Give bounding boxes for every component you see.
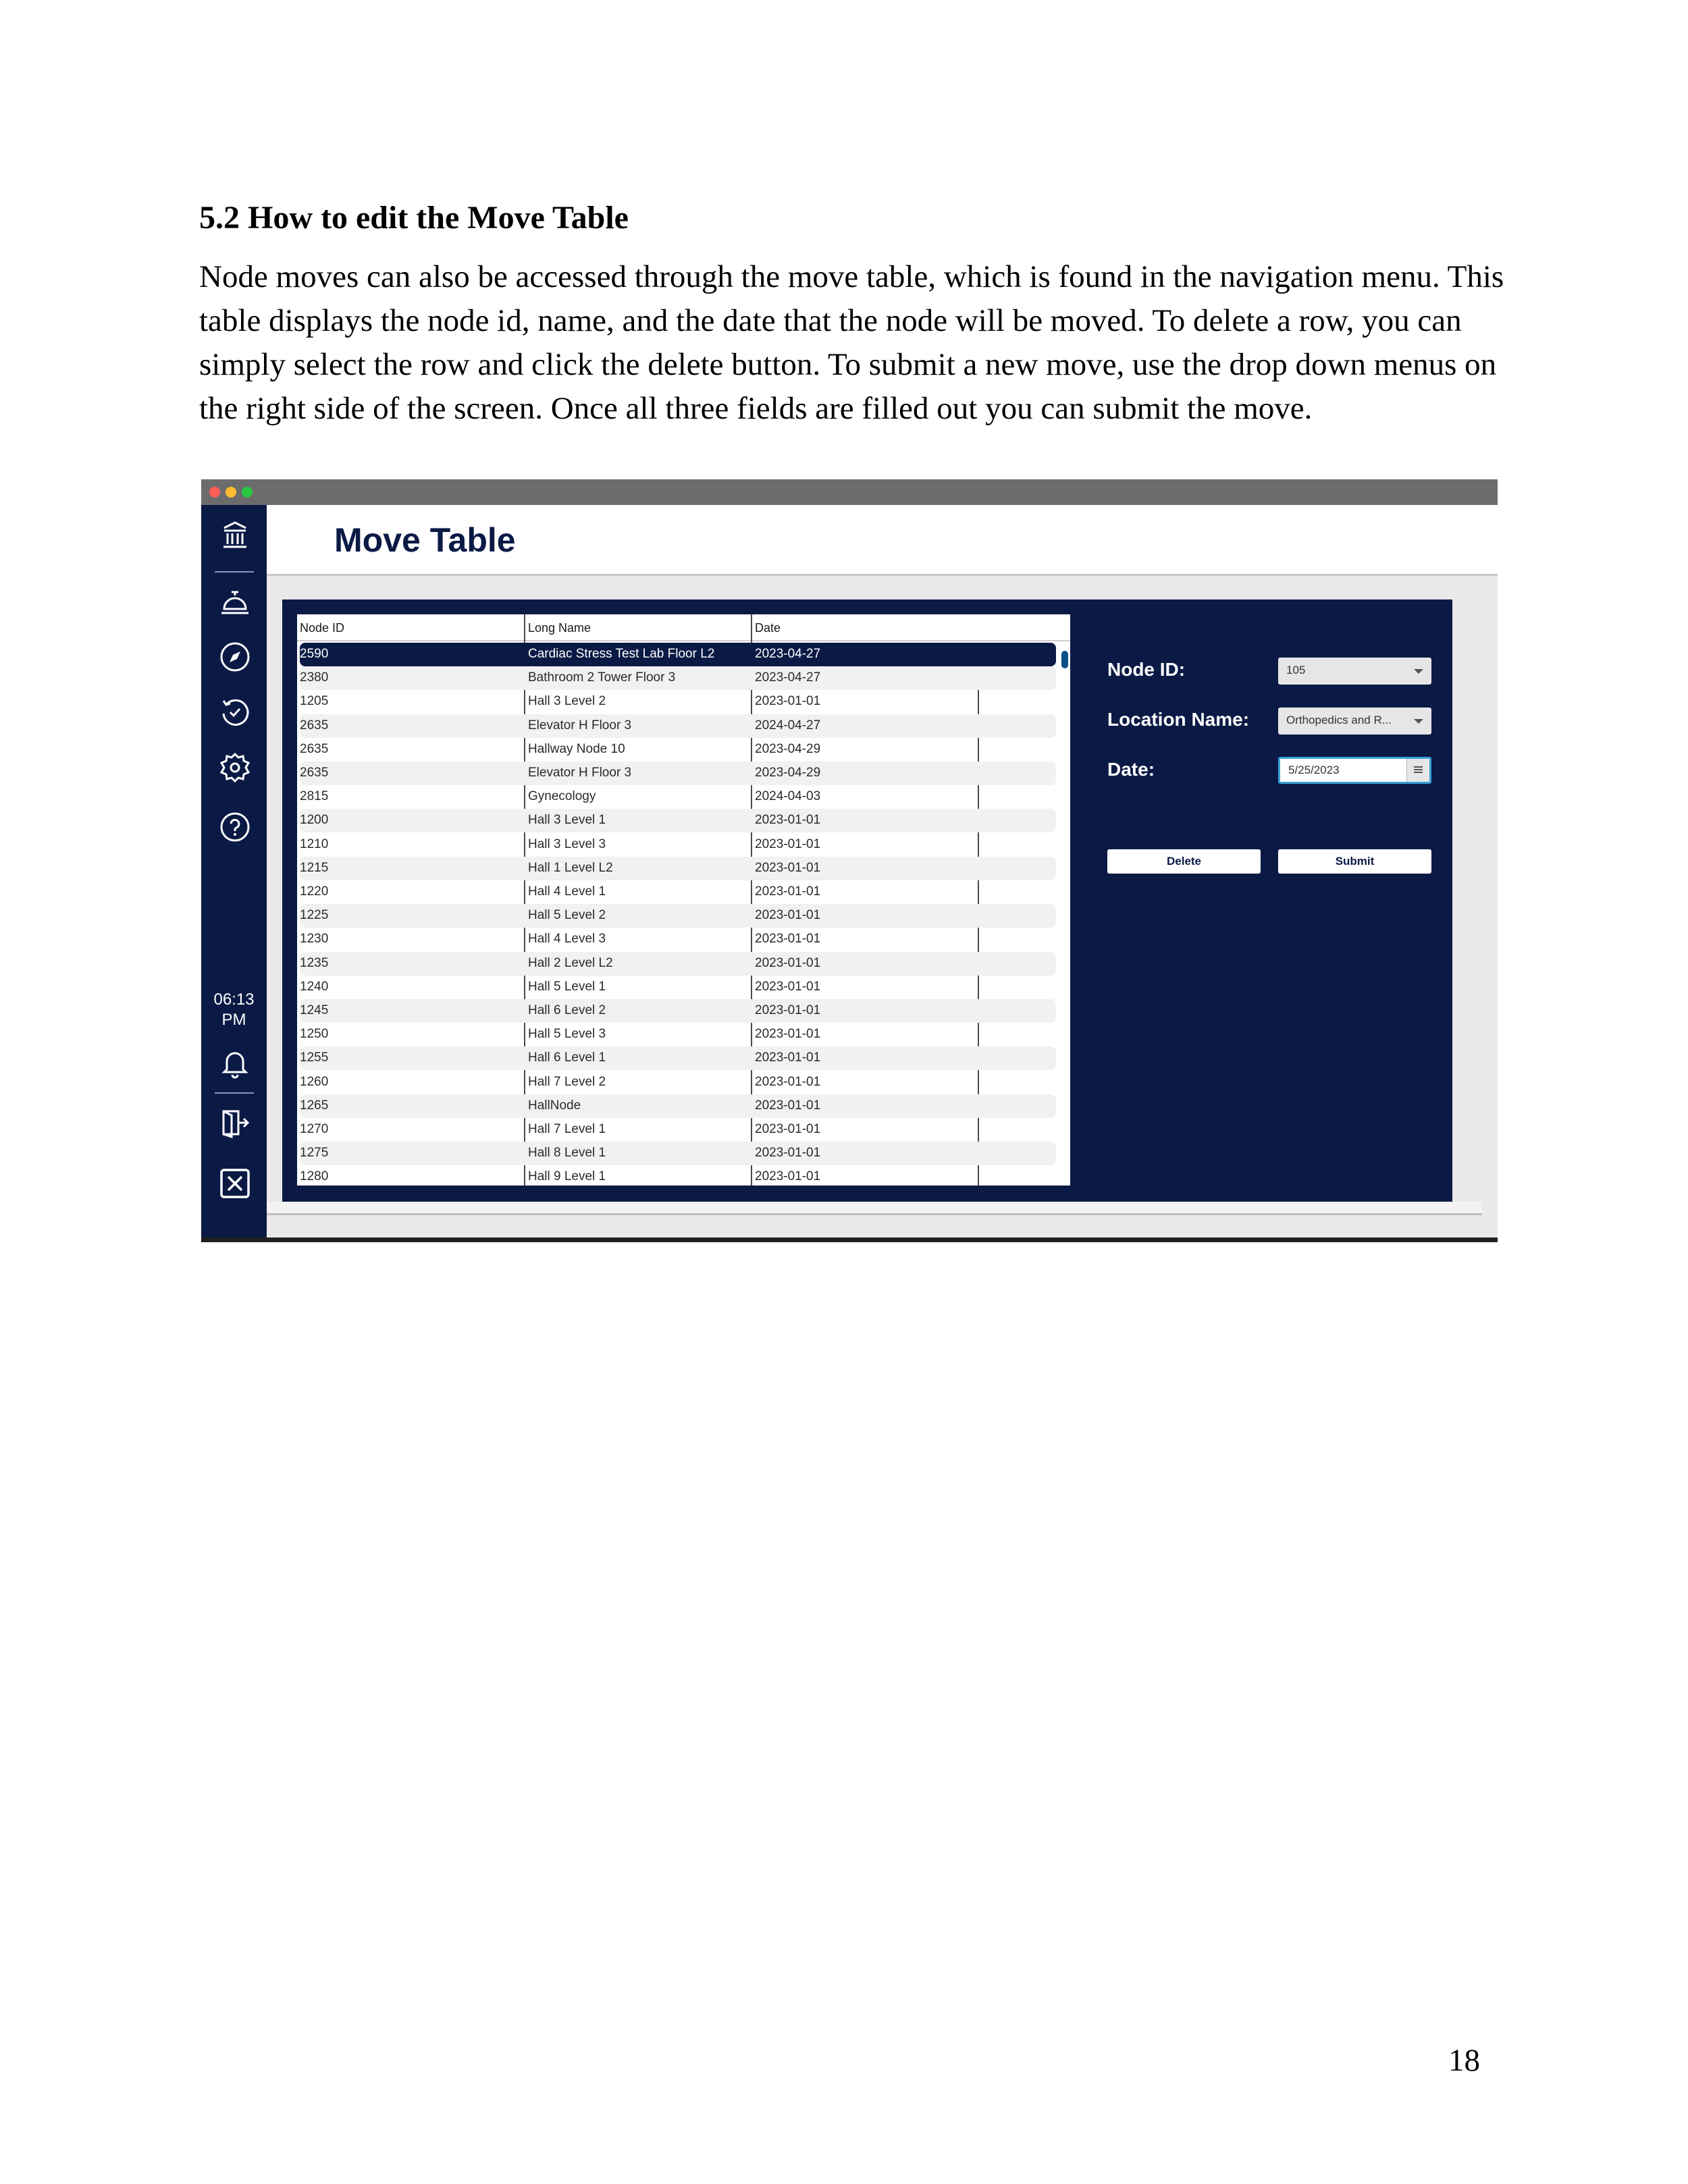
cell-date: 2023-01-01 <box>755 1074 821 1089</box>
cell-node-id: 2635 <box>300 766 329 780</box>
table-row[interactable] <box>300 857 1056 880</box>
location-name-label: Location Name: <box>1107 709 1250 730</box>
cell-node-id: 1220 <box>300 884 329 899</box>
cell-node-id: 1245 <box>300 1003 329 1017</box>
node-id-value: 105 <box>1286 664 1306 676</box>
cell-date: 2023-01-01 <box>755 884 821 899</box>
maximize-window-dot[interactable] <box>242 487 253 498</box>
cell-long-name: Hall 3 Level 1 <box>528 813 606 828</box>
history-clock-icon[interactable] <box>218 695 252 729</box>
delete-button[interactable]: Delete <box>1107 849 1261 874</box>
submit-button[interactable]: Submit <box>1278 849 1431 874</box>
table-row[interactable] <box>300 1023 1056 1046</box>
column-header-long-name[interactable]: Long Name <box>528 621 591 635</box>
cell-node-id: 1275 <box>300 1146 329 1161</box>
clock-time <box>201 990 267 1030</box>
cell-date: 2023-01-01 <box>755 955 821 970</box>
clock-time-hours: 06:13 <box>213 990 255 1009</box>
cell-node-id: 1280 <box>300 1169 329 1184</box>
scroll-thumb[interactable] <box>1061 651 1068 668</box>
table-header <box>297 614 1070 641</box>
chevron-down-icon <box>1414 669 1423 674</box>
cell-node-id: 1215 <box>300 860 329 875</box>
location-name-dropdown[interactable] <box>1278 708 1431 735</box>
cell-node-id: 2590 <box>300 647 329 661</box>
cell-long-name: Hall 4 Level 3 <box>528 932 606 947</box>
cell-date: 2023-04-27 <box>755 670 821 685</box>
cell-long-name: Hall 5 Level 3 <box>528 1027 606 1042</box>
cell-date: 2023-01-01 <box>755 836 821 851</box>
cell-node-id: 1205 <box>300 694 329 709</box>
cell-long-name: Hall 6 Level 1 <box>528 1050 606 1065</box>
cell-long-name: Hall 2 Level L2 <box>528 955 613 970</box>
cell-long-name: Hall 3 Level 3 <box>528 836 606 851</box>
cell-node-id: 1255 <box>300 1050 329 1065</box>
column-header-date[interactable]: Date <box>755 621 781 635</box>
cell-node-id: 2815 <box>300 789 329 804</box>
cell-node-id: 1210 <box>300 836 329 851</box>
table-row[interactable] <box>300 976 1056 999</box>
cell-date: 2023-01-01 <box>755 813 821 828</box>
clock-time-period: PM <box>221 1011 246 1029</box>
cell-node-id: 2635 <box>300 718 329 733</box>
cell-date: 2023-01-01 <box>755 1169 821 1184</box>
date-value: 5/25/2023 <box>1288 764 1340 776</box>
cell-date: 2023-01-01 <box>755 1050 821 1065</box>
move-table <box>297 614 1070 1186</box>
cell-date: 2023-01-01 <box>755 1122 821 1136</box>
cell-long-name: Cardiac Stress Test Lab Floor L2 <box>528 647 715 661</box>
table-row[interactable] <box>300 714 1056 738</box>
cell-long-name: Elevator H Floor 3 <box>528 718 632 733</box>
table-row[interactable] <box>300 643 1056 666</box>
page-title: Move Table <box>334 521 516 559</box>
cell-date: 2023-01-01 <box>755 1098 821 1113</box>
close-icon[interactable] <box>218 1167 252 1200</box>
close-window-dot[interactable] <box>209 487 220 498</box>
cell-date: 2023-04-29 <box>755 741 821 756</box>
table-row[interactable] <box>300 833 1056 857</box>
cell-long-name: Gynecology <box>528 789 596 804</box>
location-name-value: Orthopedics and R... <box>1286 714 1392 726</box>
table-row[interactable] <box>300 1071 1056 1094</box>
cell-date: 2024-04-03 <box>755 789 821 804</box>
calendar-icon <box>1414 766 1423 774</box>
node-id-label: Node ID: <box>1107 659 1186 680</box>
cell-date: 2023-01-01 <box>755 694 821 709</box>
cell-long-name: Bathroom 2 Tower Floor 3 <box>528 670 676 685</box>
cell-date: 2023-04-29 <box>755 766 821 780</box>
cell-long-name: Hall 3 Level 2 <box>528 694 606 709</box>
help-icon[interactable] <box>218 810 252 844</box>
cell-node-id: 1225 <box>300 908 329 923</box>
cell-date: 2023-01-01 <box>755 979 821 994</box>
hospital-logo-icon[interactable] <box>218 518 252 552</box>
app-window <box>201 505 1498 1237</box>
cell-node-id: 1250 <box>300 1027 329 1042</box>
calendar-button[interactable] <box>1406 759 1429 782</box>
cell-node-id: 1270 <box>300 1122 329 1136</box>
date-label: Date: <box>1107 759 1155 780</box>
cell-long-name: Hall 8 Level 1 <box>528 1146 606 1161</box>
window-titlebar <box>201 479 1498 505</box>
table-row[interactable] <box>300 762 1056 785</box>
table-row[interactable] <box>300 928 1056 951</box>
cell-date: 2023-04-27 <box>755 647 821 661</box>
exit-door-icon[interactable] <box>218 1106 252 1140</box>
cell-date: 2024-04-27 <box>755 718 821 733</box>
cell-date: 2023-01-01 <box>755 860 821 875</box>
table-row[interactable] <box>300 1046 1056 1070</box>
table-row[interactable] <box>300 1118 1056 1142</box>
table-row[interactable] <box>300 785 1056 809</box>
chevron-down-icon <box>1414 719 1423 724</box>
cell-date: 2023-01-01 <box>755 908 821 923</box>
cell-node-id: 1235 <box>300 955 329 970</box>
cell-long-name: Hall 5 Level 1 <box>528 979 606 994</box>
bell-icon[interactable] <box>218 1046 252 1080</box>
header-bar <box>267 505 1498 576</box>
table-row[interactable] <box>300 809 1056 832</box>
sidebar <box>201 505 267 1237</box>
cell-long-name: Hall 7 Level 1 <box>528 1122 606 1136</box>
cell-long-name: Hall 6 Level 2 <box>528 1003 606 1017</box>
cell-long-name: Hall 9 Level 1 <box>528 1169 606 1184</box>
cell-node-id: 2635 <box>300 741 329 756</box>
content-bottom-edge <box>267 1202 1482 1215</box>
cell-long-name: Hall 7 Level 2 <box>528 1074 606 1089</box>
service-bell-icon[interactable] <box>218 586 252 620</box>
cell-node-id: 1200 <box>300 813 329 828</box>
cell-node-id: 1230 <box>300 932 329 947</box>
gear-icon[interactable] <box>218 751 252 784</box>
cell-date: 2023-01-01 <box>755 1003 821 1017</box>
minimize-window-dot[interactable] <box>226 487 236 498</box>
content-panel <box>282 600 1452 1202</box>
cell-node-id: 1240 <box>300 979 329 994</box>
cell-long-name: Hall 5 Level 2 <box>528 908 606 923</box>
table-row[interactable] <box>300 999 1056 1023</box>
document-heading: 5.2 How to edit the Move Table <box>199 200 629 236</box>
node-id-dropdown[interactable] <box>1278 658 1431 685</box>
app-screenshot <box>201 479 1498 1242</box>
cell-long-name: Hall 1 Level L2 <box>528 860 613 875</box>
table-row[interactable] <box>300 880 1056 904</box>
table-row[interactable] <box>300 1142 1056 1165</box>
cell-long-name: HallNode <box>528 1098 581 1113</box>
cell-long-name: Hallway Node 10 <box>528 741 625 756</box>
table-row[interactable] <box>300 690 1056 714</box>
column-header-node-id[interactable]: Node ID <box>300 621 345 635</box>
compass-icon[interactable] <box>218 640 252 674</box>
table-row[interactable] <box>300 666 1056 690</box>
cell-node-id: 1265 <box>300 1098 329 1113</box>
sidebar-separator <box>215 1092 254 1094</box>
cell-long-name: Elevator H Floor 3 <box>528 766 632 780</box>
document-body-text: Node moves can also be accessed through the move table, which is found in the navigation menu. This table displays the node id, name, and the date that the node will be moved. To delete a row, you can simply select the row and click the delete button. To submit a new move, use the drop down menus on the right side of the screen. Once all three fields are filled out you can submit the move. <box>199 259 1504 426</box>
cell-node-id: 2380 <box>300 670 329 685</box>
table-row[interactable] <box>300 1165 1056 1186</box>
table-row[interactable] <box>300 952 1056 976</box>
cell-node-id: 1260 <box>300 1074 329 1089</box>
cell-date: 2023-01-01 <box>755 1146 821 1161</box>
table-scrollbar[interactable] <box>1058 643 1070 1183</box>
cell-date: 2023-01-01 <box>755 932 821 947</box>
cell-date: 2023-01-01 <box>755 1027 821 1042</box>
table-row[interactable] <box>300 738 1056 762</box>
table-row[interactable] <box>300 904 1056 928</box>
table-row[interactable] <box>300 1094 1056 1118</box>
date-picker[interactable] <box>1278 757 1431 784</box>
sidebar-separator <box>215 571 254 572</box>
page-number: 18 <box>1448 2043 1480 2078</box>
cell-long-name: Hall 4 Level 1 <box>528 884 606 899</box>
